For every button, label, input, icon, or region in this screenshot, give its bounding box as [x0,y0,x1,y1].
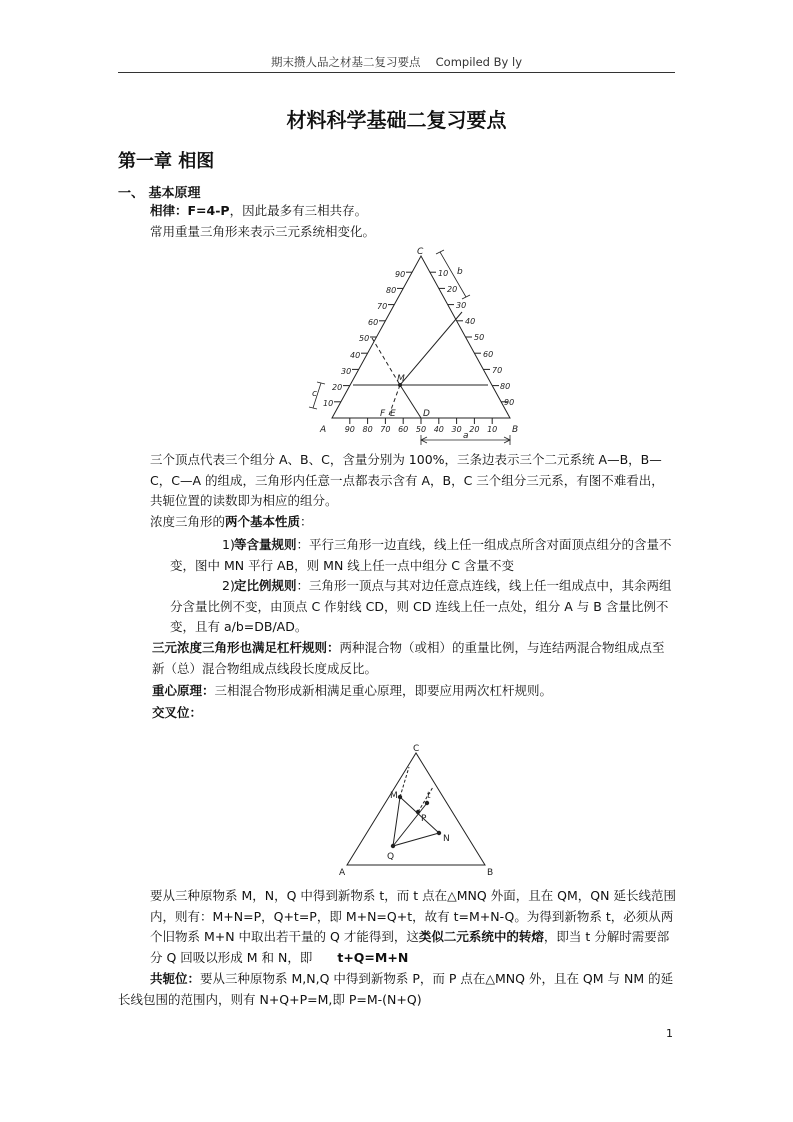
bottom-tick-6: 30 [451,425,462,434]
rule-1-number: 1) [222,537,235,552]
fig2-point-t: t [427,791,431,801]
bottom-tick-5: 40 [433,425,444,434]
rule-1 [170,535,676,576]
left-tick-5: 60 [368,318,379,327]
fig2-vertex-c: C [413,744,420,754]
left-tick-6: 70 [377,302,388,311]
fig1-point-d: D [423,409,430,419]
two-properties-line [150,512,313,533]
dashed-left [372,338,400,385]
right-tick-5: 60 [483,350,494,359]
cross-bold-1: 类似二元系统中的转熔 [418,929,544,944]
lever-rule-title: 三元浓度三角形也满足杠杆规则： [152,640,340,655]
fig2-point-n: N [443,834,450,844]
triangle-intro: 常用重量三角形来表示三元系统相变化。 [150,224,376,239]
left-tick-0: 10 [323,399,334,408]
bottom-tick-8: 10 [487,425,498,434]
fig1-vertex-c: C [417,247,424,257]
right-tick-0: 10 [438,269,449,278]
gravity-text: 三相混合物形成新相满足重心原理，即要应用两次杠杆规则。 [214,683,553,698]
bottom-tick-1: 80 [362,425,373,434]
lever-rule-text: 两种混合物（或相）的重量比例，与连结两混合物组成点至新（总）混合物组成点线段长度成反比。 [152,640,665,676]
right-tick-3: 40 [465,317,476,326]
bottom-tick-7: 20 [469,425,480,434]
cross-paragraph [150,886,676,968]
bottom-tick-2: 70 [380,425,391,434]
fig1-point-e: E [390,409,396,419]
cross-text-1: 要从三种原物系 M，N，Q 中得到新物系 t，而 t 点在△MNQ 外面，且在 QM，QN 延长线范围内，则有：M+N=P，Q+t=P，即 M+N=Q+t，故有 t=M+N-Q。为得到新物系 t，必须从两个旧物系 M+N 中取出若干量的 Q 才能得到，这 [150,888,676,944]
header-divider [118,72,675,73]
left-tick-3: 40 [350,351,361,360]
rule-1-title: 等含量规则 [234,537,297,552]
rule-2 [170,576,676,638]
left-tick-1: 20 [332,383,343,392]
right-tick-6: 70 [492,366,503,375]
right-tick-8: 90 [504,398,515,407]
page-header: 期末攒人品之材基二复习要点 Compiled By ly [271,55,522,69]
fig1-dim-b: b [457,267,463,277]
fig1-dim-a: a [463,431,469,441]
para-vertices: 三个顶点代表三个组分 A、B、C，含量分别为 100%，三条边表示三个二元系统 A—B，B—C，C—A 的组成，三角形内任意一点都表示含有 A，B，C 三个组分三元系，有图不难看出，共轭位置的读数即为相应的组分。 [150,452,664,508]
fig2-point-m: M [390,791,398,801]
lever-rule [152,638,676,679]
conjugate-text: 要从三种原物系 M,N,Q 中得到新物系 P，而 P 点在△MNQ 外，且在 QM 与 NM 的延长线包围的范围内，则有 N+Q+P=M,即 P=M-(N+Q) [118,971,674,1007]
document-title: 材料科学基础二复习要点 [286,108,507,132]
two-properties-bold: 两个基本性质 [225,514,301,529]
conjugate-title: 共轭位： [150,971,201,986]
cross-heading: 交叉位： [152,705,203,720]
left-tick-7: 80 [386,286,397,295]
phase-rule-text: ，因此最多有三相共存。 [229,203,368,218]
right-tick-4: 50 [474,333,485,342]
line-to-m [400,312,462,385]
left-tick-8: 90 [395,270,406,279]
fig2-vertex-a: A [339,868,346,877]
cross-position-figure [335,742,495,877]
rule-2-title: 定比例规则 [234,578,297,593]
chapter-heading: 第一章 相图 [118,151,215,172]
rule-2-text: ：三角形一顶点与其对边任意点连线，线上任一组成点中，其余两组分含量比例不变，由顶点 C 作射线 CD，则 CD 连线上任一点处，组分 A 与 B 含量比例不变，且有 a/b=DB/AD。 [170,578,672,634]
gravity-principle [152,681,676,702]
right-tick-7: 80 [500,382,511,391]
bottom-tick-4: 50 [415,425,427,434]
cross-formula: t+Q=M+N [337,949,409,965]
fig1-point-m: M [397,374,405,384]
rule-2-number: 2) [222,578,235,593]
bottom-tick-0: 90 [344,425,355,434]
page-number: 1 [666,1027,673,1040]
gravity-title: 重心原理： [152,683,215,698]
phase-rule-line [150,201,367,222]
left-tick-4: 50 [359,334,370,343]
right-tick-2: 30 [456,301,467,310]
right-tick-1: 20 [447,285,458,294]
fig2-triangle [347,753,485,865]
weight-triangle-figure [300,240,540,445]
fig2-point-q: Q [387,852,395,862]
mnq-triangle [393,797,439,846]
fig1-vertex-b: B [512,425,519,435]
bottom-tick-3: 60 [398,425,409,434]
fig1-point-f: F [380,409,386,419]
phase-rule-label: 相律： [150,203,188,218]
left-tick-2: 30 [341,367,352,376]
rule-1-text: ：平行三角形一边直线，线上任一组成点所含对面顶点组分的含量不变，图中 MN 平行 AB，则 MN 线上任一点中组分 C 含量不变 [170,537,672,573]
conjugate-paragraph [118,969,676,1010]
fig2-vertex-b: B [487,868,494,877]
fig1-vertex-a: A [320,425,327,435]
fig2-point-p: P [421,814,427,824]
dashed-ext [418,787,433,812]
two-properties-suffix: ： [300,514,313,529]
fig1-dim-c: c [312,389,317,399]
phase-rule-formula: F=4-P [187,203,230,218]
line-m-to-d [400,385,421,418]
section-heading: 一、 基本原理 [118,186,201,201]
two-properties-prefix: 浓度三角形的 [150,514,226,529]
cross-text-2: ，即当 t 分解时需要部分 Q 回吸以形成 M 和 N，即 [150,929,670,965]
